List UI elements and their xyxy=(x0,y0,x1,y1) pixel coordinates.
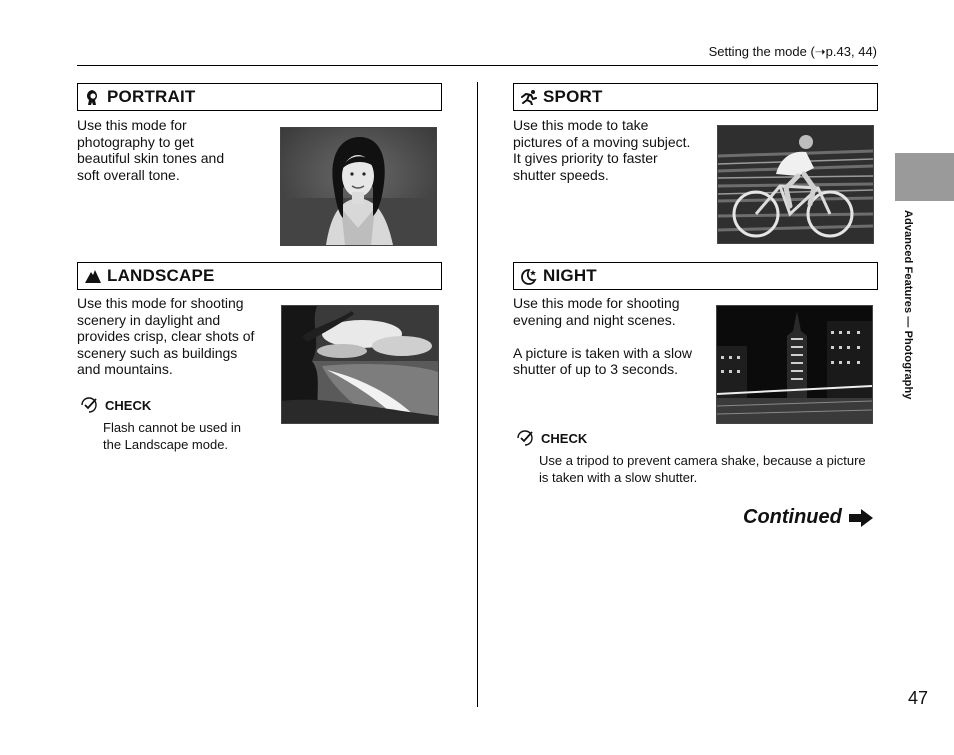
night-spacer xyxy=(513,328,713,345)
sport-photo xyxy=(717,125,874,244)
landscape-photo xyxy=(281,305,439,424)
landscape-check-line: the Landscape mode. xyxy=(103,436,229,452)
landscape-mountain-icon xyxy=(84,267,102,285)
night-check-label: CHECK xyxy=(541,430,588,446)
portrait-icon xyxy=(84,88,102,106)
portrait-photo xyxy=(280,127,437,246)
continued-link[interactable] xyxy=(743,506,874,529)
landscape-line: and mountains. xyxy=(77,361,173,377)
sport-line: It gives priority to faster xyxy=(513,150,658,166)
landscape-title: LANDSCAPE xyxy=(107,266,215,285)
night-moon-icon xyxy=(520,267,538,285)
portrait-title: PORTRAIT xyxy=(107,87,196,106)
chapter-side-label-text: Advanced Features — Photography xyxy=(902,210,914,400)
landscape-line: provides crisp, clear shots of xyxy=(77,328,255,344)
portrait-line: beautiful skin tones and xyxy=(77,150,225,166)
landscape-check-line: Flash cannot be used in xyxy=(103,420,242,435)
header-page-reference: Setting the mode (➝p.43, 44) xyxy=(708,44,877,59)
landscape-check-text xyxy=(103,420,273,453)
night-title: NIGHT xyxy=(543,266,597,285)
landscape-line: scenery in daylight and xyxy=(77,311,221,328)
sport-line: pictures of a moving subject. xyxy=(513,133,691,150)
sport-description xyxy=(513,117,713,183)
chapter-side-label xyxy=(900,210,914,405)
sport-line: shutter speeds. xyxy=(513,166,609,183)
night-line: Use this mode for shooting xyxy=(513,295,680,311)
sport-title: SPORT xyxy=(543,87,603,106)
header-divider xyxy=(77,65,878,66)
night-check-heading xyxy=(515,429,587,447)
night-check-line: Use a tripod to prevent camera shake, because a picture xyxy=(539,453,866,468)
column-divider xyxy=(477,82,478,707)
night-line: evening and night scenes. xyxy=(513,311,676,328)
portrait-description xyxy=(77,117,272,183)
page-number: 47 xyxy=(908,688,929,708)
night-photo xyxy=(716,305,873,424)
portrait-heading xyxy=(77,83,442,111)
sport-runner-icon xyxy=(520,88,538,106)
check-icon xyxy=(79,396,99,414)
sport-heading xyxy=(513,83,878,111)
night-check-line: is taken with a slow shutter. xyxy=(539,469,698,485)
continued-label: Continued xyxy=(743,506,842,528)
check-icon xyxy=(515,429,535,447)
arrow-right-icon xyxy=(848,508,874,528)
landscape-description xyxy=(77,295,277,378)
sport-line: Use this mode to take xyxy=(513,117,649,133)
landscape-check-label: CHECK xyxy=(105,397,152,413)
portrait-line: soft overall tone. xyxy=(77,166,180,183)
landscape-check-heading xyxy=(79,396,151,414)
chapter-tab xyxy=(895,153,954,201)
landscape-line: scenery such as buildings xyxy=(77,344,238,361)
portrait-line: Use this mode for xyxy=(77,117,187,133)
night-heading xyxy=(513,262,878,290)
night-check-text xyxy=(539,453,879,486)
landscape-heading xyxy=(77,262,442,290)
night-line: shutter of up to 3 seconds. xyxy=(513,361,678,377)
portrait-line: photography to get xyxy=(77,133,194,150)
night-description xyxy=(513,295,713,378)
night-line: A picture is taken with a slow xyxy=(513,344,692,361)
landscape-line: Use this mode for shooting xyxy=(77,295,244,311)
